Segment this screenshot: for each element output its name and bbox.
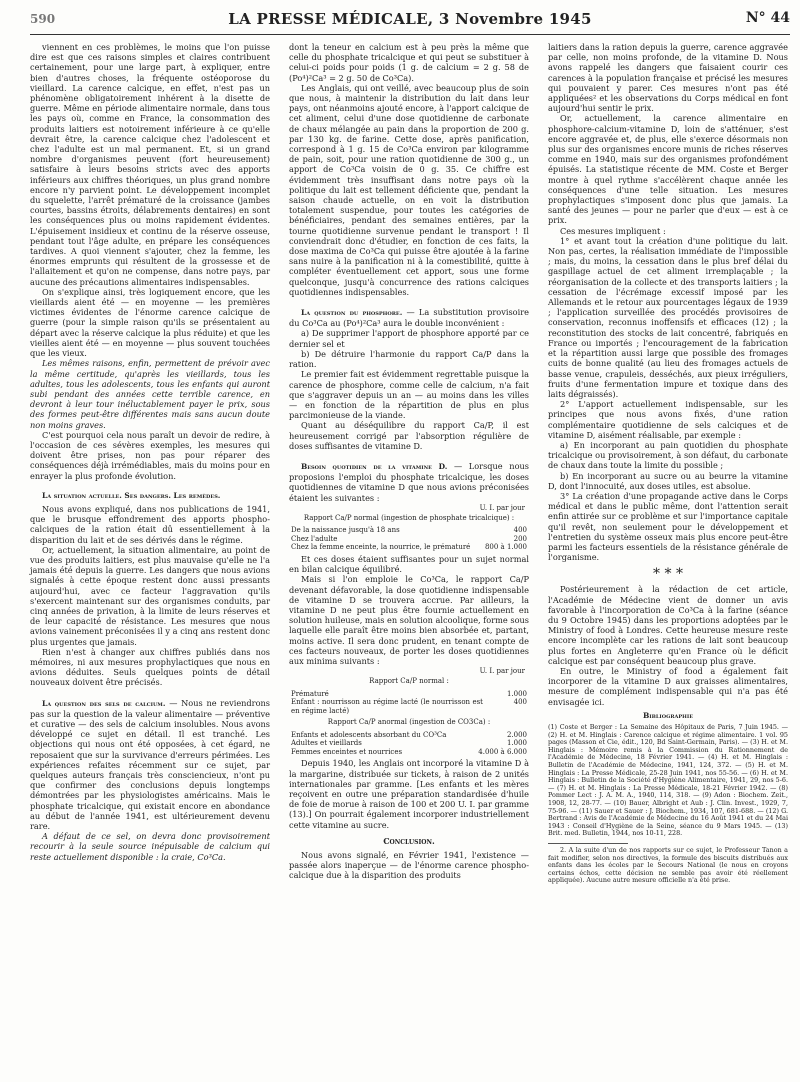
- paragraph: viennent en ces problèmes, le moins que l'on puisse dire est que ces raisons simples et claires contribuent certainement, pour une large part, à expliquer, entre bien d'autres choses, la fréquente ostéoporose du vieillard. La carence calcique, en effet, n'est pas un phénomène obligatoirement inhérent à la disette de guerre. Même en période alimentaire normale, dans tous les pays où, comme en France, la consommation des produits laitiers est notoirement inférieure à ce qu'elle devrait être, la carence calcique chez l'adolescent et chez l'adulte est un mal permanent. Et, si un grand nombre d'organismes peuvent (fort heureusement) satisfaire à leurs besoins stricts avec des apports inférieurs aux chiffres théoriques, un plus grand nombre encore n'y parvient point. Le développement incomplet du squelette, l'arrêt prématuré de la croissance (jambes courtes, bassins étroits, délabrements dentaires) en sont les conséquences plus ou moins rapidement évidentes. L'épuisement insidieux et continu de la réserve osseuse, pendant tout l'âge adulte, en prépare les conséquences tardives. A quoi viennent s'ajouter, chez la femme, les énormes emprunts qui résultent de la grossesse et de l'allaitement et qu'on ne compense, dans notre pays, par aucune des précautions alimentaires indispensables.: [30, 42, 270, 287]
- paragraph: Mais si l'on emploie le Co³Ca, le rapport Ca/P devenant défavorable, la dose quotidienne indispensable de vitamine D se trouvera accrue. Par ailleurs, la vitamine D ne peut plus être fournie actuellement en solution huileuse, mais en solution alcoolique, forme sous laquelle elle paraît être moins bien absorbée et, partant, moins active. Il sera donc prudent, en tenant compte de ces facteurs nouveaux, de porter les doses quotidiennes aux minima suivants :: [289, 574, 529, 666]
- row-label: Chez l'adulte: [291, 534, 338, 543]
- page-number: 590: [30, 12, 56, 26]
- vitamin-d-table-1: [289, 526, 529, 552]
- section-separator: * * *: [653, 566, 683, 583]
- row-label: Adultes et vieillards: [291, 739, 362, 748]
- paragraph: Or, actuellement, la carence alimentaire en phosphore-calcium-vitamine D, loin de s'atténuer, s'est encore aggravée et, de plus, elle s'exerce désormais non plus sur des organismes encore munis de riches réserves comme en 1940, mais sur des organismes profondément épuisés. La statistique récente de MM. Coste et Berger montre à quel rythme s'accélèrent chaque année les conséquences d'une telle situation. Les mesures prophylactiques s'imposent donc plus que jamais. La santé des jeunes — pour ne parler que d'eux — est à ce prix.: [548, 113, 788, 226]
- column-3: [548, 42, 788, 885]
- journal-title: LA PRESSE MÉDICALE, 3 Novembre 1945: [228, 10, 592, 28]
- paragraph: 1° et avant tout la création d'une politique du lait. Non pas, certes, la réalisation immédiate de l'impossible ; mais, du moins, la cessation dans le plus bref délai du gaspillage actuel de cet aliment irremplaçable ; la réorganisation de la collecte et des transports laitiers ; la cessation de l'écrémage excessif imposé par les Allemands et le retour aux pourcentages légaux de 1939 ; l'application surveillée des procédés provisoires de conservation, reconnus inoffensifs et efficaces (12) ; la reconstitution des stocks de lait concentré, fabriqués en France ou importés ; l'encouragement de la fabrication et la répartition aussi large que possible des fromages cuits de bonne qualité (au lieu des fromages actuels de basse venue, crapuleis, desséchés, aux pieux irréguliers, fruits d'une fermentation impure et toxique dans des laits dégraissés).: [548, 235, 788, 399]
- row-label: Chez la femme enceinte, la nourrice, le prématuré: [291, 543, 471, 552]
- section-heading: Besoin quotidien de la vitamine D.: [301, 461, 448, 471]
- paragraph: Postérieurement à la rédaction de cet article, l'Académie de Médecine vient de donner un avis favorable à l'incorporation de Co³Ca à la farine (séance du 9 Octobre 1945) dans les proportions adoptées par le Ministry of food à Londres. Cette heureuse mesure reste encore incomplète car les rations de lait sont beaucoup plus fortes en Angleterre qu'en France où le déficit calcique est par conséquent beaucoup plus grave.: [548, 584, 788, 666]
- table-title: Rapport Ca/P normal (ingestion de phosphate tricalcique) :: [303, 513, 515, 522]
- paragraph: Les Anglais, qui ont veillé, avec beaucoup plus de soin que nous, à maintenir la distribution du lait dans leur pays, ont néanmoins ajouté encore, à l'apport calcique de cet aliment, celui d'une dose quotidienne de carbonate de chaux mélangée au pain dans la proportion de 200 g. par 130 kg. de farine. Cette dose, après panification, correspond à 1 g. 15 de Co³Ca environ par kilogramme de pain, soit, pour une ration quotidienne de 300 g., un apport de Co³Ca voisin de 0 g. 35. Ce chiffre est évidemment très insuffisant dans notre pays où la politique du lait est tellement déficiente que, pendant la saison chaude actuelle, on en voit la distribution totalement suspendue, pour toutes les catégories de bénéficiaires, pendant des semaines entières, par la tourne quotidienne survenue pendant le transport ! Il conviendrait donc d'étudier, en fonction de ces faits, la dose maxima de Co³Ca qui puisse être ajoutée à la farine sans nuire à la panification ni à la comestibilité, quitte à compléter éventuellement cet apport, sous une forme quelconque, jusqu'à concurrence des rations calciques quotidiennes indispensables.: [289, 82, 529, 297]
- paragraph: Et ces doses étaient suffisantes pour un sujet normal en bilan calcique équilibré.: [289, 553, 529, 575]
- vitamin-d-table-2: [289, 690, 529, 716]
- paragraph: Nous avons signalé, en Février 1941, l'existence — passée alors inaperçue — de l'énorme carence phospho-calcique due à la disparition des produits: [289, 849, 529, 881]
- paragraph: a) De supprimer l'apport de phosphore apporté par ce dernier sel et: [289, 328, 529, 349]
- column-2: [289, 42, 529, 881]
- paragraph: — Nous ne reviendrons pas sur la question de la valeur alimentaire — préventive et curative — des sels de calcium insolubles. Nous avons développé ce sujet en détail. Il est tranché. Les objections qui nous ont été opposées, à cet égard, ne reposaient que sur la survivance d'erreurs périmées. Les expériences refaites récemment sur ce sujet, par quelques auteurs français très consciencieux, n'ont pu que confirmer des conclusions depuis longtemps démontrées par les physiologistes américains. Mais le phosphate tricalcique, qui existait encore en abondance au début de l'année 1941, est ultérieurement devenu rare.: [30, 697, 270, 832]
- table-row: [289, 731, 529, 740]
- row-value: 4.000 à 6.000: [478, 747, 527, 756]
- bibliography-heading: Bibliographie: [642, 710, 694, 720]
- table-row: [289, 526, 529, 535]
- row-value: 1.000: [506, 739, 527, 748]
- row-label: Femmes enceintes et nourrices: [291, 747, 403, 756]
- paragraph: Les mêmes raisons, enfin, permettent de prévoir avec la même certitude, qu'après les vieillards, tous les adultes, tous les adolescents, tous les enfants qui auront subi pendant des années cette terrible carence, en devront à leur tour inéluctablement payer le prix, sous des formes peut-être différentes mais sans aucun doute non moins graves.: [30, 358, 270, 430]
- paragraph: Rien n'est à changer aux chiffres publiés dans nos mémoires, ni aux mesures prophylactiques que nous en avions déduites. Seuls quelques points de détail nouveaux doivent être précisés.: [30, 646, 270, 688]
- table-row: [289, 690, 529, 699]
- row-label: Prématuré: [291, 689, 329, 698]
- paragraph: 2° L'apport actuellement indispensable, sur les principes que nous avons fixés, d'une ration complémentaire quotidienne de sels calciques et de vitamine D, aisément réalisable, par exemple :: [548, 399, 788, 440]
- row-value: 800 à 1.000: [484, 543, 527, 552]
- paragraph: a) En incorporant au pain quotidien du phosphate tricalcique ou provisoirement, à son défaut, du carbonate de chaux dans toute la limite du possible ;: [548, 439, 788, 471]
- table-row: [289, 698, 529, 715]
- page-header: [30, 10, 790, 35]
- paragraph: Depuis 1940, les Anglais ont incorporé la vitamine D à la margarine, distribuée sur tickets, à raison de 2 unités internationales par gramme. [Les enfants et les mères reçoivent en outre une préparation standardisée d'huile de foie de morue à raison de 100 et 200 U. I. par gramme (13).] On pourrait également incorporer industriellement cette vitamine au sucre.: [289, 758, 529, 830]
- vitamin-d-table-3: [289, 731, 529, 757]
- paragraph: Le premier fait est évidemment regrettable puisque la carence de phosphore, comme celle de calcium, n'a fait que s'aggraver depuis un an — au moins dans les villes — en fonction de la répartition de plus en plus parcimonieuse de la viande.: [289, 369, 529, 421]
- row-label: De la naissance jusqu'à 18 ans: [291, 526, 400, 535]
- paragraph: On s'explique ainsi, très logiquement encore, que les vieillards aient été — en moyenne — les premières victimes évidentes de l'énorme carence calcique de guerre (pour la simple raison qu'ils se présentaient au départ avec la réserve calcique la plus réduite) et que les vieilles aient été — en moyenne — plus souvent touchées que les vieux.: [30, 286, 270, 359]
- table-row: [289, 748, 529, 757]
- row-value: 2.000: [506, 730, 527, 739]
- paragraph: C'est pourquoi cela nous paraît un devoir de redire, à l'occasion de ces sévères exemples, les mesures qui doivent être prises, non pas pour réparer des conséquences déjà irrémédiables, mais du moins pour en enrayer la plus profonde évolution.: [30, 429, 270, 481]
- paragraph: dont la teneur en calcium est à peu près la même que celle du phosphate tricalcique et qui peut se substituer à celui-ci poids pour poids (1 g. de calcium = 2 g. 58 de (Po⁴)²Ca³ = 2 g. 50 de Co³Ca).: [289, 42, 529, 83]
- paragraph: A défaut de ce sel, on devra donc provisoirement recourir à la seule source inépuisable de calcium qui reste actuellement disponible : la craie, Co³Ca.: [30, 831, 270, 862]
- paragraph: — La substitution provisoire du Co³Ca au (Po⁴)²Ca³ aura le double inconvénient :: [289, 307, 529, 329]
- table-title: Rapport Ca/P normal :: [369, 677, 449, 686]
- paragraph: Or, actuellement, la situation alimentaire, au point de vue des produits laitiers, est plus mauvaise qu'elle ne l'a jamais été depuis la guerre. Les dangers que nous avions signalés à cette époque restent donc aussi pressants aujourd'hui, avec ce facteur l'aggravation qu'ils s'exercent maintenant sur des organismes conduits, par cinq années de privation, à la limite de leurs réserves et de leur capacité de résistance. Les mesures que nous avions vainement préconisées il y a cinq ans restent donc plus urgentes que jamais.: [30, 544, 270, 647]
- column-1: [30, 42, 270, 862]
- table-unit: U. I. par jour: [479, 667, 525, 676]
- issue-number: N° 44: [745, 10, 790, 26]
- table-title: Rapport Ca/P anormal (ingestion de CO3Ca) :: [327, 718, 491, 727]
- paragraph: Ces mesures impliquent :: [560, 225, 666, 236]
- table-row: [289, 739, 529, 748]
- footnote: 2. A la suite d'un de nos rapports sur ce sujet, le Professeur Tanon a fait modifier, selon nos directives, la formule des biscuits distribués aux enfants dans les écoles par le Secours National (le nous en croyons certains échos, cette décision ne semble pas avoir été réellement appliquée). Aucune autre mesure officielle n'a été prise.: [548, 845, 788, 885]
- journal-page: [30, 0, 790, 1082]
- row-value: 400: [513, 526, 527, 535]
- row-label: Enfants et adolescents absorbant du CO³Ca: [291, 730, 447, 739]
- row-value: 400: [513, 698, 527, 707]
- paragraph: b) En incorporant au sucre ou au beurre la vitamine D, dont l'innocuité, aux doses utiles, est absolue.: [548, 470, 788, 491]
- row-value: 200: [513, 534, 527, 543]
- table-unit: U. I. par jour: [479, 503, 525, 512]
- section-heading: La situation actuelle. Ses dangers. Les remèdes.: [42, 490, 221, 500]
- paragraph: — Lorsque nous proposions l'emploi du phosphate tricalcique, les doses quotidiennes de vitamine D que nous avions préconisées étaient les suivantes :: [289, 460, 529, 503]
- section-heading: La question du phosphore.: [301, 308, 403, 318]
- paragraph: En outre, le Ministry of food a également fait incorporer de la vitamine D aux graisses alimentaires, mesure de complément indispensable qui n'a pas été envisagée ici.: [548, 665, 788, 707]
- paragraph: Nous avons expliqué, dans nos publications de 1941, que le brusque effondrement des apports phospho-calciques de la ration était dû essentiellement à la disparition du lait et de ses dérivés dans le régime.: [30, 503, 270, 545]
- paragraph: b) De détruire l'harmonie du rapport Ca/P dans la ration.: [289, 348, 529, 370]
- table-row: [289, 543, 529, 552]
- bibliography: (1) Coste et Berger : La Semaine des Hôpitaux de Paris, 7 Juin 1945. — (2) H. et M. Hinglais : Carence calcique et régime alimentaire. 1 vol. 95 pages (Masson et Cie, édit., 120, Bd Saint-Germain, Paris). — (3) H. et M. Hinglais : Mémoire remis à la Commission du Rationnement de l'Académie de Médecine, 18 Février 1941. — (4) H. et M. Hinglais : Bulletin de l'Académie de Médecine, 1941, 124, 372. — (5) H. et M. Hinglais : La Presse Médicale, 25-28 Juin 1941, nos 55-56. — (6) H. et M. Hinglais : Bulletin de la Société d'Hygiène Alimentaire, 1941, 29, nos 5-6. — (7) H. et M. Hinglais : La Presse Médicale, 18-21 Février 1942. — (8) Pommer Lect : J. A. M. A., 1940, 114, 318. — (9) Adon : Biochem. Zeit., 1908, 12, 28-77. — (10) Bauer, Albright et Aub : J. Clin. Invest., 1929, 7, 75-96. — (11) Sauer et Sauer : J. Biochem., 1934, 107, 681-688. — (12) G. Bertrand : Avis de l'Académie de Médecine du 16 Août 1941 et du 24 Mai 1943 : Conseil d'Hygiène de la Seine, séance du 9 Mars 1945. — (13) Brit. med. Bulletin, 1944, nos 10-11, 228.: [548, 723, 788, 838]
- row-value: 1.000: [506, 689, 527, 698]
- paragraph: 3° La création d'une propagande active dans le Corps médical et dans le public même, dont l'attention serait enfin attirée sur ce problème et sur l'importance capitale qu'il revêt, non seulement pour le développement et l'entretien du système osseux mais plus encore peut-être parmi les facteurs essentiels de la résistance générale de l'organisme.: [548, 490, 788, 563]
- footnote-rule: [548, 843, 628, 844]
- conclusion-heading: Conclusion.: [383, 835, 435, 846]
- paragraph: laitiers dans la ration depuis la guerre, carence aggravée par celle, non moins profonde, de la vitamine D. Nous avons rappelé les dangers que faisaient courir ces carences à la population française et précisé les mesures qui pouvaient y parer. Ces mesures n'ont pas été appliquées² et les observations du Corps médical en font aujourd'hui sentir le prix.: [548, 42, 788, 114]
- section-heading: La question des sels de calcium.: [42, 698, 166, 708]
- row-label: Enfant : nourrisson au régime lacté (le nourrisson est en régime lacté): [291, 698, 483, 715]
- paragraph: Quant au déséquilibre du rapport Ca/P, il est heureusement corrigé par l'absorption régulière de doses suffisantes de vitamine D.: [289, 420, 529, 451]
